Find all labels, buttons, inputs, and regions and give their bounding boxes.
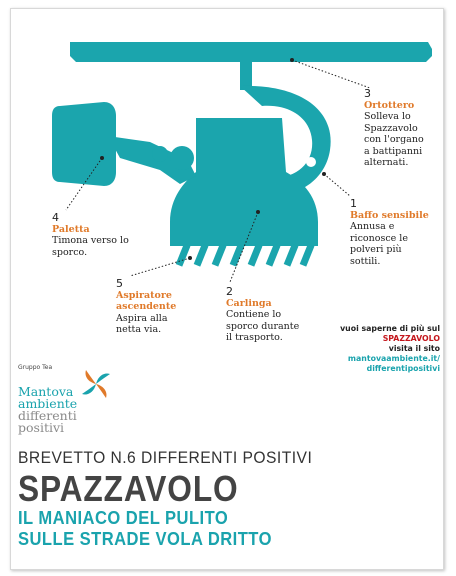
logo-line-3: differenti — [18, 408, 77, 423]
gruppo-tea-label: Gruppo Tea — [18, 364, 53, 371]
callout-title: Carlinga — [226, 297, 272, 309]
leader-dot-2 — [256, 210, 260, 214]
callout-title: Ortottero — [364, 99, 415, 111]
callout-desc-line: sottili. — [350, 255, 381, 267]
carlinga-body — [170, 118, 318, 246]
aspiratore-bristles — [176, 244, 315, 267]
callout-title: Paletta — [52, 223, 90, 235]
promo-url-link-2[interactable]: differentipositivi — [366, 364, 440, 373]
pinwheel-logo-icon — [82, 370, 110, 398]
promo-url-link[interactable]: mantovaambiente.it/ — [347, 354, 440, 363]
callout-desc-line: Spazzavolo — [364, 122, 418, 134]
callout-desc-line: il trasporto. — [226, 332, 283, 343]
headline-title: SPAZZAVOLO — [18, 468, 239, 509]
callout-desc-line: Timona verso lo — [52, 235, 129, 246]
callout-desc-line: sporco. — [52, 246, 88, 258]
callout-number: 1 — [350, 197, 357, 210]
leader-1 — [324, 174, 350, 196]
callout-desc-line: a battipanni — [364, 145, 423, 157]
rotor-blade — [70, 42, 432, 62]
callout-carlinga — [226, 286, 299, 344]
callout-ortottero — [364, 88, 424, 169]
callout-desc-line: sporco durante — [226, 320, 300, 332]
callout-desc-line: Aspira alla — [116, 312, 168, 324]
callout-number: 5 — [116, 277, 123, 290]
logo-line-4: positivi — [18, 420, 65, 435]
callout-desc-line: riconosce le — [350, 232, 408, 244]
promo-box — [340, 324, 440, 374]
callout-title: Aspiratore — [116, 289, 172, 301]
callout-desc-line: con l'organo — [364, 134, 424, 145]
callout-baffo-sensibile — [350, 198, 429, 267]
arm-joint — [170, 146, 194, 170]
tagline-line-1: IL MANIACO DEL PULITO — [18, 508, 229, 528]
callout-desc-line: netta via. — [116, 324, 162, 335]
patent-line: BREVETTO N.6 DIFFERENTI POSITIVI — [18, 448, 313, 467]
callout-title: Baffo sensibile — [350, 209, 429, 221]
callout-desc-line: Solleva lo — [364, 111, 411, 122]
promo-line-1: vuoi saperne di più sul — [340, 324, 440, 333]
paletta-paddle — [52, 102, 116, 186]
rotor-mast — [240, 60, 252, 90]
logo-line-2: ambiente — [18, 396, 78, 411]
callout-paletta — [52, 212, 129, 258]
leader-dot-3 — [290, 58, 294, 62]
leader-dot-1 — [322, 172, 326, 176]
callout-number: 4 — [52, 211, 59, 224]
arm-joint-small — [152, 146, 168, 162]
callout-desc-line: Contiene lo — [226, 309, 282, 320]
leader-dot-4 — [100, 156, 104, 160]
callout-desc-line: alternati. — [364, 157, 409, 168]
callout-aspiratore-ascendente — [116, 278, 176, 336]
promo-highlight: SPAZZAVOLO — [382, 334, 440, 343]
logo-line-1: Mantova — [18, 384, 74, 399]
promo-line-2: visita il sito — [388, 344, 440, 353]
callout-desc-line: polveri più — [350, 244, 402, 255]
leader-3 — [292, 60, 370, 88]
callout-number: 2 — [226, 285, 233, 298]
footer-headings — [18, 448, 338, 550]
body-eye — [306, 157, 316, 167]
leader-dot-5 — [188, 256, 192, 260]
callout-title-line-2: ascendente — [116, 301, 177, 312]
callout-desc-line: Annusa e — [350, 221, 395, 232]
tagline-line-2: SULLE STRADE VOLA DRITTO — [18, 529, 272, 549]
callout-number: 3 — [364, 87, 371, 100]
mantova-ambiente-logo — [18, 386, 77, 434]
